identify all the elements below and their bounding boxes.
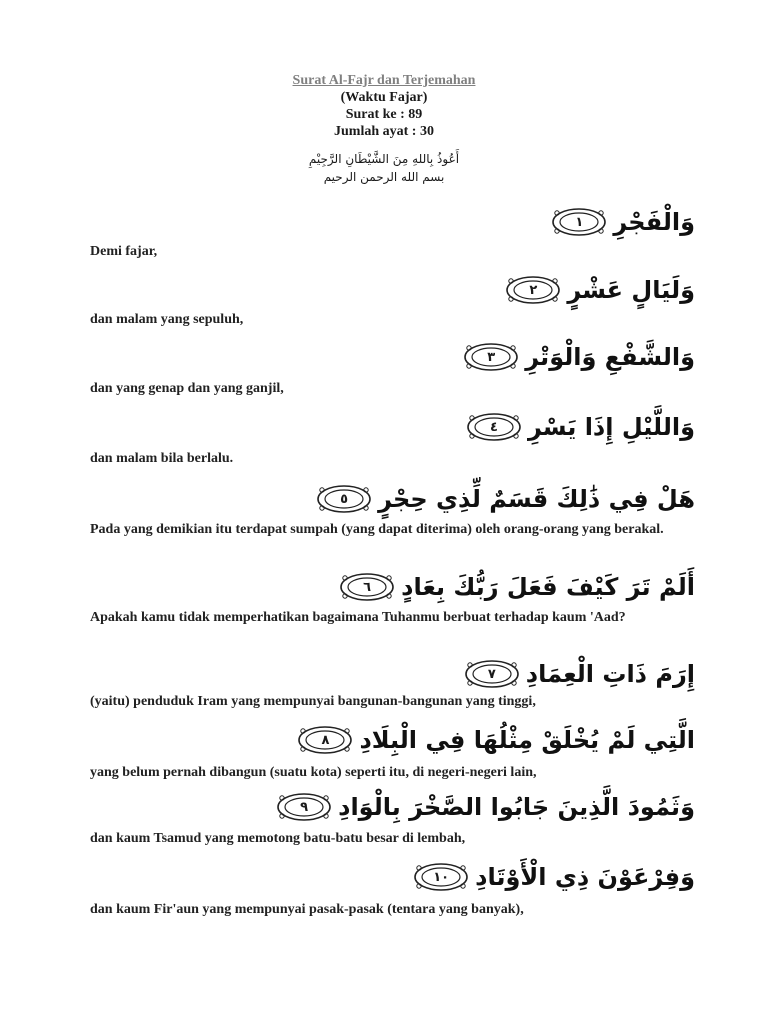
verse-translation: yang belum pernah dibangun (suatu kota) seperti itu, di negeri-negeri lain, — [90, 765, 537, 780]
verse-arabic-text: وَثَمُودَ الَّذِينَ جَابُوا الصَّخْرَ بِالْوَادِ — [338, 793, 695, 821]
verse-arabic-text: وَالْفَجْرِ — [613, 208, 695, 236]
verse-arabic-line — [380, 855, 695, 899]
verse-arabic-line — [363, 565, 695, 609]
verse-arabic-text: إِرَمَ ذَاتِ الْعِمَادِ — [525, 660, 695, 688]
verse-translation: dan kaum Fir'aun yang mempunyai pasak-pasak (tentara yang banyak), — [90, 902, 524, 917]
verse-number-medallion — [505, 275, 561, 305]
verse-number-medallion — [297, 725, 353, 755]
verse-translation: Demi fajar, — [90, 244, 158, 259]
verse-number: ٤ — [490, 419, 498, 435]
verse-translation: (yaitu) penduduk Iram yang mempunyai bangunan-bangunan yang tinggi, — [90, 694, 536, 709]
verse-number-medallion — [276, 792, 332, 822]
verse-arabic-text: الَّتِي لَمْ يُخْلَقْ مِثْلُهَا فِي الْبِلَادِ — [359, 726, 695, 754]
taawudh-line: أَعُوذُ بِاللهِ مِنَ الشَّيْطَانِ الرَّجِيْمِ — [308, 152, 460, 166]
verse-arabic-line — [380, 405, 695, 449]
verse-number-medallion — [463, 342, 519, 372]
verse-translation: dan malam yang sepuluh, — [90, 312, 244, 327]
verse-number: ٨ — [321, 732, 330, 748]
verse-number: ١ — [575, 214, 584, 230]
verse-number: ٥ — [340, 491, 349, 507]
verse-number-medallion — [316, 484, 372, 514]
verse-arabic-text: وَلَيَالٍ عَشْرٍ — [567, 276, 695, 304]
basmala-line: بسم الله الرحمن الرحيم — [323, 170, 445, 184]
verse-arabic-line — [380, 200, 695, 244]
verse-arabic-text: أَلَمْ تَرَ كَيْفَ فَعَلَ رَبُّكَ بِعَادٍ — [401, 573, 695, 601]
ayat-count: Jumlah ayat : 30 — [334, 124, 434, 139]
verse-arabic-line — [380, 652, 695, 696]
verse-arabic-text: هَلْ فِي ذَٰلِكَ قَسَمٌ لِّذِي حِجْرٍ — [378, 485, 695, 513]
verse-arabic-line — [380, 335, 695, 379]
document-header — [0, 72, 768, 140]
verse-translation: dan yang genap dan yang ganjil, — [90, 381, 284, 396]
verse-arabic-line — [340, 477, 695, 521]
verse-number-medallion — [466, 412, 522, 442]
verse-arabic-line — [321, 718, 695, 762]
verse-number-medallion — [464, 659, 520, 689]
verse-number: ٧ — [487, 666, 496, 682]
verse-number: ٦ — [363, 579, 372, 595]
verse-arabic-line — [380, 268, 695, 312]
verse-arabic-text: وَفِرْعَوْنَ ذِي الْأَوْتَادِ — [475, 863, 695, 891]
verse-number: ٣ — [487, 349, 496, 365]
verse-translation: dan kaum Tsamud yang memotong batu-batu besar di lembah, — [90, 831, 466, 846]
verse-number-medallion — [339, 572, 395, 602]
verse-number: ٩ — [300, 799, 309, 815]
verse-arabic-text: وَالشَّفْعِ وَالْوَتْرِ — [525, 343, 695, 371]
page-subtitle: (Waktu Fajar) — [340, 90, 428, 105]
verse-translation: Pada yang demikian itu terdapat sumpah (yang dapat diterima) oleh orang-orang yang berakal. — [90, 522, 664, 537]
surah-number: Surat ke : 89 — [345, 107, 423, 122]
verse-translation: dan malam bila berlalu. — [90, 451, 234, 466]
verse-arabic-line — [300, 785, 695, 829]
verse-number-medallion — [551, 207, 607, 237]
verse-arabic-text: وَاللَّيْلِ إِذَا يَسْرِ — [527, 413, 695, 441]
verse-translation: Apakah kamu tidak memperhatikan bagaimana Tuhanmu berbuat terhadap kaum 'Aad? — [90, 610, 626, 625]
verse-number: ١٠ — [433, 869, 450, 885]
verse-number: ٢ — [529, 282, 538, 298]
page-title: Surat Al-Fajr dan Terjemahan — [292, 73, 476, 88]
verse-number-medallion — [413, 862, 469, 892]
